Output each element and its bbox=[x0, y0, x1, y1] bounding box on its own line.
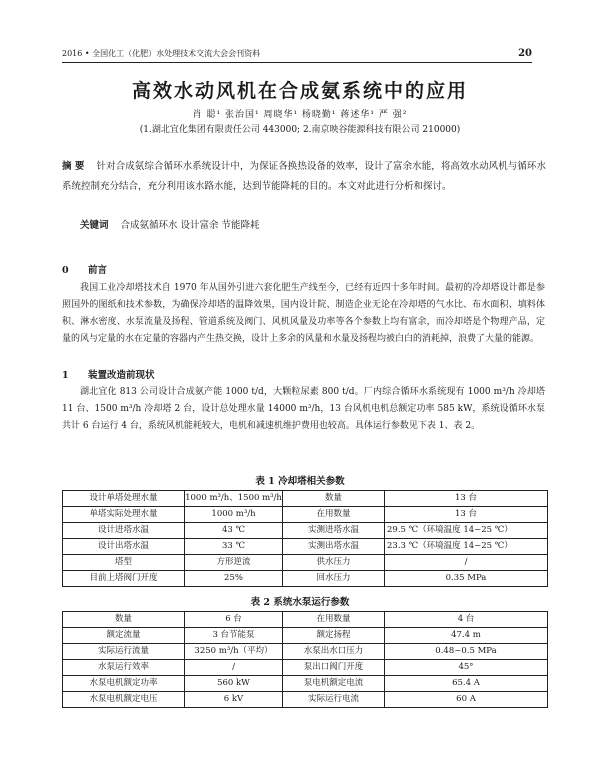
table-cell: 13 台 bbox=[385, 507, 548, 523]
table-cell: 水泵电机额定电压 bbox=[63, 692, 185, 708]
keywords bbox=[80, 217, 260, 231]
table-row bbox=[63, 660, 548, 676]
table-cell: 设计进塔水温 bbox=[63, 523, 185, 539]
table-row bbox=[63, 644, 548, 660]
table-row bbox=[63, 507, 548, 523]
table-cell: 0.48~0.5 MPa bbox=[385, 644, 548, 660]
table-cell: 43 ℃ bbox=[185, 523, 283, 539]
section-title: 前言 bbox=[88, 265, 108, 276]
table-cell: 数量 bbox=[283, 491, 385, 507]
table-cell: 0.35 MPa bbox=[385, 571, 548, 587]
table-cell: 23.3 ℃（环境温度 14~25 ℃） bbox=[385, 539, 548, 555]
table-cell: 在用数量 bbox=[283, 612, 385, 628]
table-cell: 额定扬程 bbox=[283, 628, 385, 644]
table-cell: 塔型 bbox=[63, 555, 185, 571]
table-cell: 65.4 A bbox=[385, 676, 548, 692]
table-row bbox=[63, 676, 548, 692]
table-row bbox=[63, 628, 548, 644]
table-cell: 13 台 bbox=[385, 491, 548, 507]
abstract bbox=[62, 157, 546, 197]
article-title: 高效水动风机在合成氨系统中的应用 bbox=[131, 80, 468, 102]
table-cell: 560 kW bbox=[185, 676, 283, 692]
keywords-label: 关键词 bbox=[80, 220, 109, 231]
table-cell: 47.4 m bbox=[385, 628, 548, 644]
table-cell: 目前上塔阀门开度 bbox=[63, 571, 185, 587]
section-heading bbox=[62, 367, 155, 381]
running-header bbox=[62, 48, 532, 63]
table-row bbox=[63, 612, 548, 628]
table-cell: 1000 m³/h、1500 m³/h bbox=[185, 491, 283, 507]
table-cell: 25% bbox=[185, 571, 283, 587]
table-cell: 设计单塔处理水量 bbox=[63, 491, 185, 507]
table-caption: 表 2 系统水泵运行参数 bbox=[250, 597, 350, 608]
section-number: 1 bbox=[62, 370, 69, 381]
table-cell: 实测进塔水温 bbox=[283, 523, 385, 539]
table-row bbox=[63, 555, 548, 571]
table-cell: 泵出口阀门开度 bbox=[283, 660, 385, 676]
table-cell: 回水压力 bbox=[283, 571, 385, 587]
table-cell: 实际运行流量 bbox=[63, 644, 185, 660]
table-cell: 方形逆流 bbox=[185, 555, 283, 571]
table-cell: 4 台 bbox=[385, 612, 548, 628]
table-cell: 水泵出水口压力 bbox=[283, 644, 385, 660]
table-row bbox=[63, 523, 548, 539]
table-cell: 1000 m³/h bbox=[185, 507, 283, 523]
section-paragraph: 我国工业冷却塔技术自 1970 年从国外引进六套化肥生产线至今，已经有近四十多年时间。最初的冷却塔设计都是参照国外的图纸和技术参数，为确保冷却塔的温降效果，国内设计院、制造企业无论在冷却塔的气水比、布水面积、填料体积、淋水密度、水泵流量及扬程、管道系统及阀门、风机风量及功率等各个参数上均有富余，而冷却塔是个物理产品，定量的风与定量的水在定量的容器内产生热交换，设计上多余的风量和水量及扬程均被白白的消耗掉，浪费了大量的能源。 bbox=[62, 283, 545, 344]
section-heading bbox=[62, 262, 107, 276]
journal-name: 2016 • 全国化工（化肥）水处理技术交流大会会刊资料 bbox=[62, 49, 261, 58]
section-title: 装置改造前现状 bbox=[88, 370, 155, 381]
section-paragraph: 湖北宜化 813 公司设计合成氨产能 1000 t/d，大颗粒尿素 800 t/d。厂内综合循环水系统现有 1000 m³/h 冷却塔 11 台、1500 m³/h 冷却塔 2 台，设计总处理水量 14000 m³/h，13 台风机电机总额定功率 585 kW，系统设循环水泵共计 6 台运行 4 台，系统风机能耗较大，电机和减速机维护费用也较高。具体运行参数见下表 1、表 2。 bbox=[62, 387, 545, 431]
table-cell: 在用数量 bbox=[283, 507, 385, 523]
table-cell: 33 ℃ bbox=[185, 539, 283, 555]
table-cell: 单塔实际处理水量 bbox=[63, 507, 185, 523]
table-row bbox=[63, 692, 548, 708]
table-cell: 额定流量 bbox=[63, 628, 185, 644]
table-cell: 6 kV bbox=[185, 692, 283, 708]
table-cell: 实际运行电流 bbox=[283, 692, 385, 708]
table-cell: 水泵电机额定功率 bbox=[63, 676, 185, 692]
table-cell: 45° bbox=[385, 660, 548, 676]
table-cell: / bbox=[385, 555, 548, 571]
table-cell: 29.5 ℃（环境温度 14~25 ℃） bbox=[385, 523, 548, 539]
table-cell: 3 台节能泵 bbox=[185, 628, 283, 644]
table-caption: 表 1 冷却塔相关参数 bbox=[255, 476, 345, 487]
affiliations: (1.湖北宜化集团有限责任公司 443000; 2.南京映谷能源科技有限公司 210000) bbox=[139, 125, 461, 135]
table-cell: 3250 m³/h（平均） bbox=[185, 644, 283, 660]
abstract-label: 摘 要 bbox=[62, 161, 85, 172]
abstract-text: 针对合成氨综合循环水系统设计中，为保证各换热设备的效率，设计了富余水能，将高效水动风机与循环水系统控制充分结合，充分利用该水路水能，达到节能降耗的目的。本文对此进行分析和探讨。 bbox=[62, 161, 546, 192]
table-cell: 60 A bbox=[385, 692, 548, 708]
table-row bbox=[63, 491, 548, 507]
table-row bbox=[63, 571, 548, 587]
table-cell: 水泵运行效率 bbox=[63, 660, 185, 676]
table-row bbox=[63, 539, 548, 555]
table-cell: 泵电机额定电流 bbox=[283, 676, 385, 692]
table-cooling-tower bbox=[62, 490, 548, 587]
table-cell: 数量 bbox=[63, 612, 185, 628]
table-cell: 实测出塔水温 bbox=[283, 539, 385, 555]
table-cell: 供水压力 bbox=[283, 555, 385, 571]
keywords-text: 合成氨循环水 设计富余 节能降耗 bbox=[120, 220, 260, 231]
table-cell: 设计出塔水温 bbox=[63, 539, 185, 555]
table-pump bbox=[62, 611, 548, 708]
section-number: 0 bbox=[62, 265, 69, 276]
page-number: 20 bbox=[518, 48, 532, 59]
author-list: 肖 聪¹ 张治国¹ 周晓华¹ 杨晓勤¹ 蒋述华¹ 严 强² bbox=[192, 110, 408, 120]
table-cell: 6 台 bbox=[185, 612, 283, 628]
table-cell: / bbox=[185, 660, 283, 676]
